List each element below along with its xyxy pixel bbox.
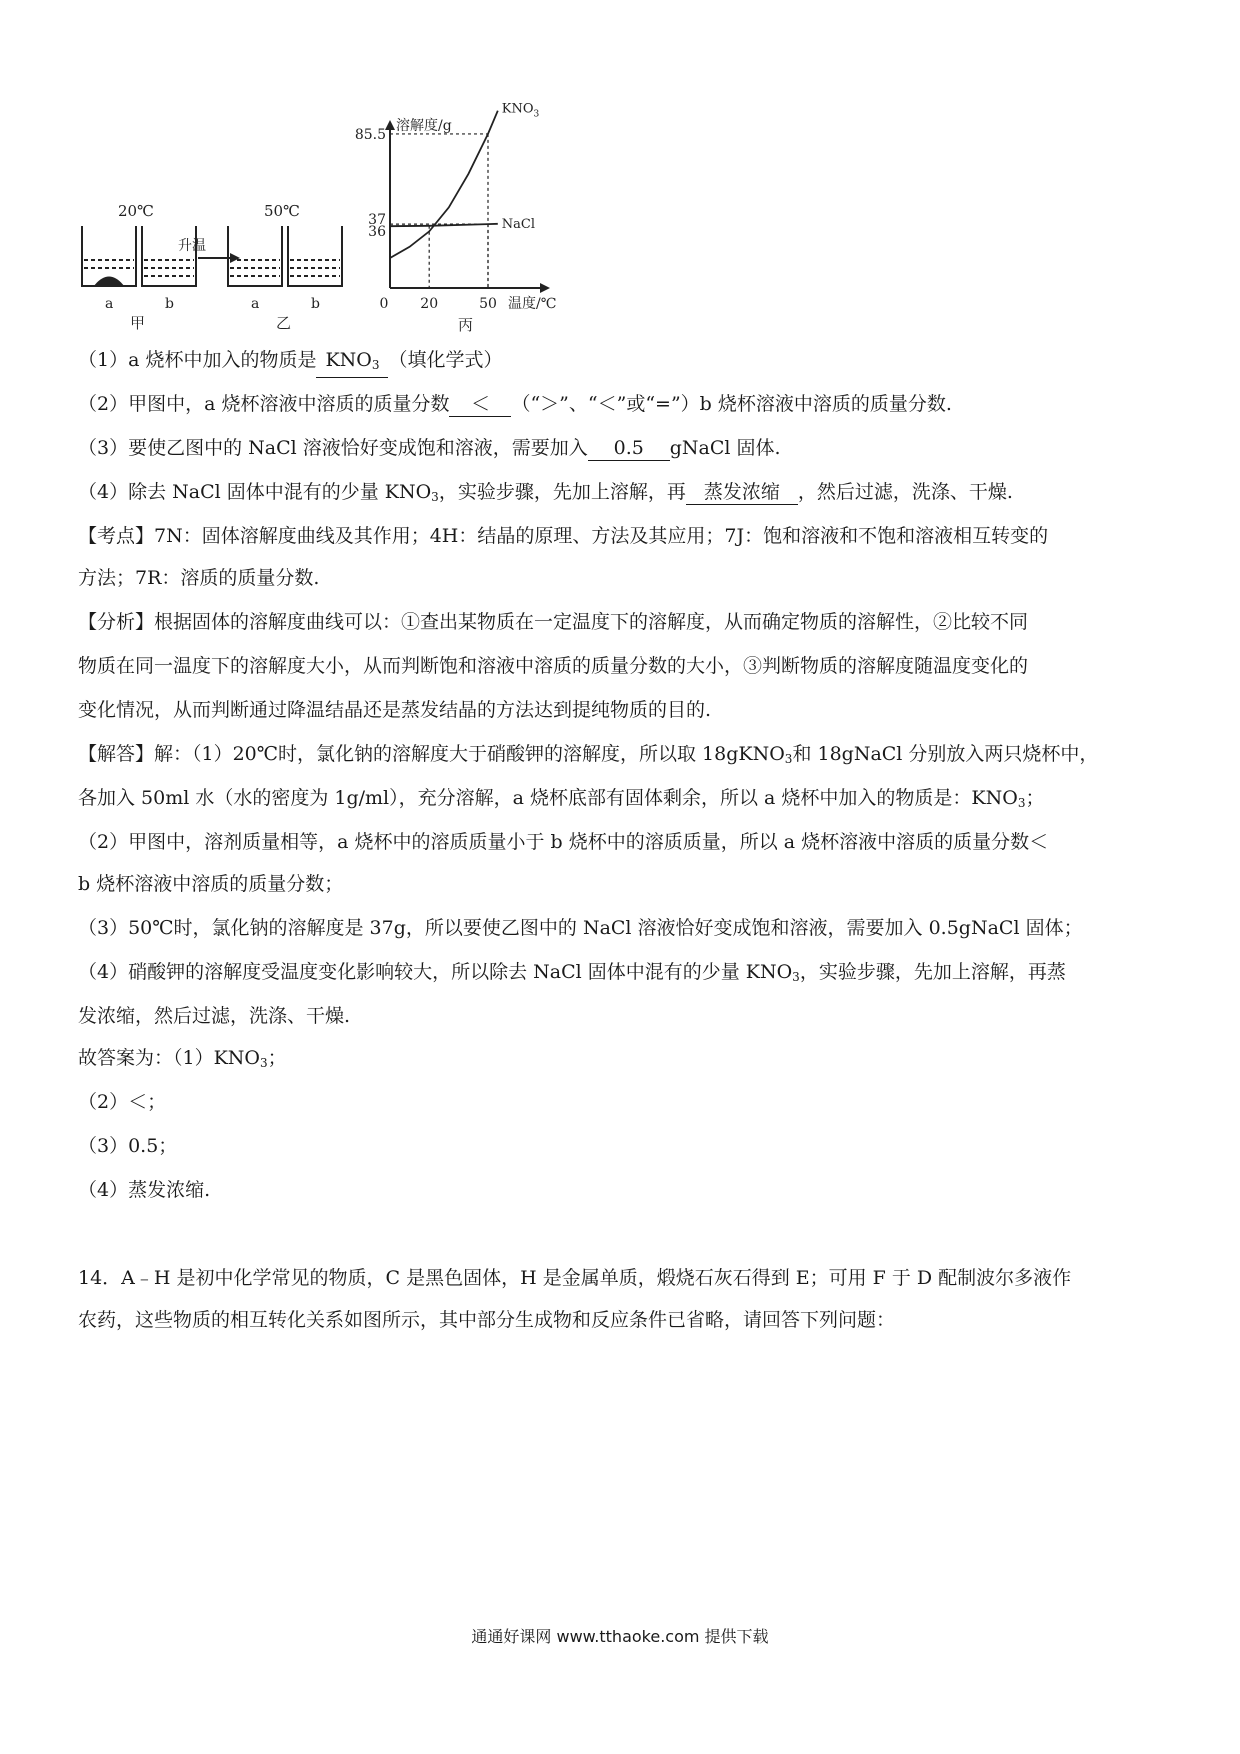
caption-yi: 乙 bbox=[276, 314, 292, 332]
question-2: （2）甲图中，a 烧杯溶液中溶质的质量分数 ＜ （“＞”、“＜”或“=”）b 烧杯溶液中溶质的质量分数. bbox=[78, 393, 952, 415]
beaker-group-jia bbox=[82, 202, 196, 332]
fenxi-line-3: 变化情况，从而判断通过降温结晶还是蒸发结晶的方法达到提纯物质的目的. bbox=[78, 699, 712, 721]
final-answer-3: （3）0.5； bbox=[78, 1135, 178, 1157]
y-tick-label: 36 bbox=[368, 223, 386, 240]
fenxi-line-1: 【分析】根据固体的溶解度曲线可以：①查出某物质在一定温度下的溶解度，从而确定物质的溶解性，②比较不同 bbox=[78, 611, 1029, 633]
jieda-line-7: 发浓缩，然后过滤，洗涤、干燥. bbox=[78, 1005, 351, 1027]
jieda-line-4: b 烧杯溶液中溶质的质量分数； bbox=[78, 873, 344, 895]
final-answer-2: （2）＜； bbox=[78, 1091, 167, 1113]
x-tick-label: 50 bbox=[479, 296, 497, 312]
jieda-line-5: （3）50℃时，氯化钠的溶解度是 37g，所以要使乙图中的 NaCl 溶液恰好变成饱和溶液，需要加入 0.5gNaCl 固体； bbox=[78, 917, 1083, 939]
question-14-line-2: 农药，这些物质的相互转化关系如图所示，其中部分生成物和反应条件已省略，请回答下列问题： bbox=[78, 1309, 896, 1331]
answer-blank-3: 0.5 bbox=[588, 436, 670, 461]
y-tick-label: 37 bbox=[368, 212, 386, 229]
page-footer: 通通好课网 www.tthaoke.com 提供下载 bbox=[471, 1627, 769, 1646]
x-axis-label: 温度/℃ bbox=[508, 296, 557, 312]
final-answer-1: 故答案为：$(1)KNO_3$； bbox=[78, 1047, 287, 1070]
kaodian-line-1: 【考点】7N：固体溶解度曲线及其作用；4H：结晶的原理、方法及其应用；7J：饱和溶液和不饱和溶液相互转变的 bbox=[78, 525, 1049, 547]
question-1: （1）a 烧杯中加入的物质是 $KNO_3$ （填化学式） bbox=[78, 348, 502, 378]
answer-blank-1: $KNO_3$ bbox=[316, 348, 388, 378]
y-axis-label: 溶解度/g bbox=[396, 118, 452, 134]
question-3: （3）要使乙图中的 NaCl 溶液恰好变成饱和溶液，需要加入 0.5 gNaCl 固体. bbox=[78, 437, 781, 459]
answer-blank-2: ＜ bbox=[449, 392, 511, 417]
series-label-nacl: NaCl bbox=[501, 216, 536, 232]
heating-label: 升温 bbox=[178, 238, 206, 254]
jieda-line-6: （4）硝酸钾的溶解度受温度变化影响较大，所以除去 NaCl 固体中混有的少量 $KNO_3$，实验步骤，先加上溶解，再蒸 bbox=[78, 961, 1066, 984]
final-answer-4: （4）蒸发浓缩. bbox=[78, 1179, 211, 1201]
question-4: （4）除去 NaCl 固体中混有的少量 $KNO_3$，实验步骤，先加上溶解，再 蒸发浓缩 ，然后过滤，洗涤、干燥. bbox=[78, 481, 1013, 504]
kaodian-line-2: 方法；7R：溶质的质量分数. bbox=[78, 567, 320, 589]
solid-residue bbox=[96, 278, 122, 286]
jieda-line-1: 【解答】解：（1）20℃时，氯化钠的溶解度大于硝酸钾的溶解度，所以取 18gKNO$_3$和 18gNaCl 分别放入两只烧杯中， bbox=[78, 743, 1099, 766]
beaker-group-yi bbox=[228, 202, 342, 332]
x-tick-label: 0 bbox=[379, 296, 389, 312]
temp-label-50: 50℃ bbox=[264, 202, 300, 220]
caption-jia: 甲 bbox=[130, 314, 146, 332]
series-line-nacl bbox=[390, 224, 498, 226]
jieda-line-3: （2）甲图中，溶剂质量相等，a 烧杯中的溶质质量小于 b 烧杯中的溶质质量，所以 a 烧杯溶液中溶质的质量分数＜ bbox=[78, 831, 1049, 853]
question-14-line-1: 14．A﹣H 是初中化学常见的物质，C 是黑色固体，H 是金属单质，煅烧石灰石得到 E；可用 F 于 D 配制波尔多液作 bbox=[78, 1267, 1072, 1289]
label-a-right: a bbox=[251, 296, 260, 312]
series-label-kno3: $KNO_3$ bbox=[501, 101, 540, 120]
label-a-left: a bbox=[105, 296, 114, 312]
temp-label-20: 20℃ bbox=[118, 202, 154, 220]
jieda-line-2: 各加入 50ml 水（水的密度为 1g/ml），充分溶解，a 烧杯底部有固体剩余，所以 a 烧杯中加入的物质是：$KNO_3$； bbox=[78, 787, 1045, 810]
experiment-figure bbox=[78, 101, 658, 368]
chart-caption: 丙 bbox=[458, 316, 474, 334]
answer-blank-4: 蒸发浓缩 bbox=[686, 480, 798, 505]
fenxi-line-2: 物质在同一温度下的溶解度大小，从而判断饱和溶液中溶质的质量分数的大小，③判断物质的溶解度随温度变化的 bbox=[78, 655, 1029, 677]
label-b-left: b bbox=[165, 296, 174, 312]
label-b-right: b bbox=[311, 296, 320, 312]
y-tick-label: 85.5 bbox=[354, 126, 386, 143]
solubility-chart bbox=[355, 102, 557, 334]
x-tick-label: 20 bbox=[420, 296, 439, 312]
